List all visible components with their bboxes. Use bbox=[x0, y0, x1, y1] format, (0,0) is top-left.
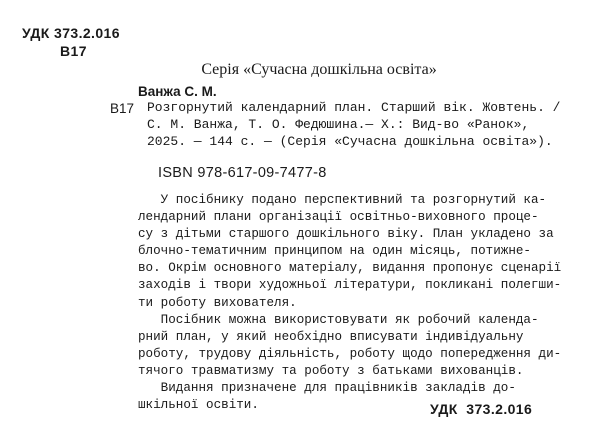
bibliographic-description bbox=[147, 99, 561, 150]
udk-header: УДК 373.2.016 bbox=[22, 25, 120, 41]
author-code-header: В17 bbox=[60, 43, 87, 59]
annotation-line: су з дітьми старшого дошкільного віку. План укладено за bbox=[138, 227, 554, 242]
annotation-line: ти роботу вихователя. bbox=[138, 295, 297, 310]
annotation-line: Видання призначене для працівників закладів до- bbox=[138, 381, 516, 396]
bib-line: С. М. Ванжа, Т. О. Федюшина.— Х.: Вид-во «Ранок», bbox=[147, 117, 530, 132]
annotation-line: заходів і твори художньої літератури, покликані полегши- bbox=[138, 278, 562, 293]
author-code: В17 bbox=[110, 101, 135, 116]
annotation bbox=[138, 192, 562, 414]
annotation-line: лендарний плани організації освітньо-виховного проце- bbox=[138, 210, 539, 225]
annotation-line: во. Окрім основного матеріалу, видання пропонує сценарії bbox=[138, 261, 562, 276]
annotation-line: Посібник можна використовувати як робочий календа- bbox=[138, 312, 539, 327]
series-title: Серія «Сучасна дошкільна освіта» bbox=[201, 61, 437, 78]
annotation-line: роботу, трудову діяльність, роботу щодо попередження ди- bbox=[138, 346, 562, 361]
annotation-line: блочно-тематичним принципом на один місяць, потижне- bbox=[138, 244, 531, 259]
udk-footer: УДК 373.2.016 bbox=[430, 401, 533, 417]
isbn: ISBN 978-617-09-7477-8 bbox=[158, 165, 327, 181]
bib-line: Розгорнутий календарний план. Старший вік. Жовтень. / bbox=[147, 100, 561, 115]
annotation-line: рний план, у який необхідно вписувати індивідуальну bbox=[138, 329, 524, 344]
annotation-line: тячого травматизму та роботу з батьками вихованців. bbox=[138, 363, 524, 378]
bib-line: 2025. — 144 с. — (Серія «Сучасна дошкільна освіта»). bbox=[147, 134, 553, 149]
author-name: Ванжа С. М. bbox=[138, 84, 217, 99]
annotation-line: шкільної освіти. bbox=[138, 398, 259, 413]
annotation-line: У посібнику подано перспективний та розгорнутий ка- bbox=[138, 193, 547, 207]
